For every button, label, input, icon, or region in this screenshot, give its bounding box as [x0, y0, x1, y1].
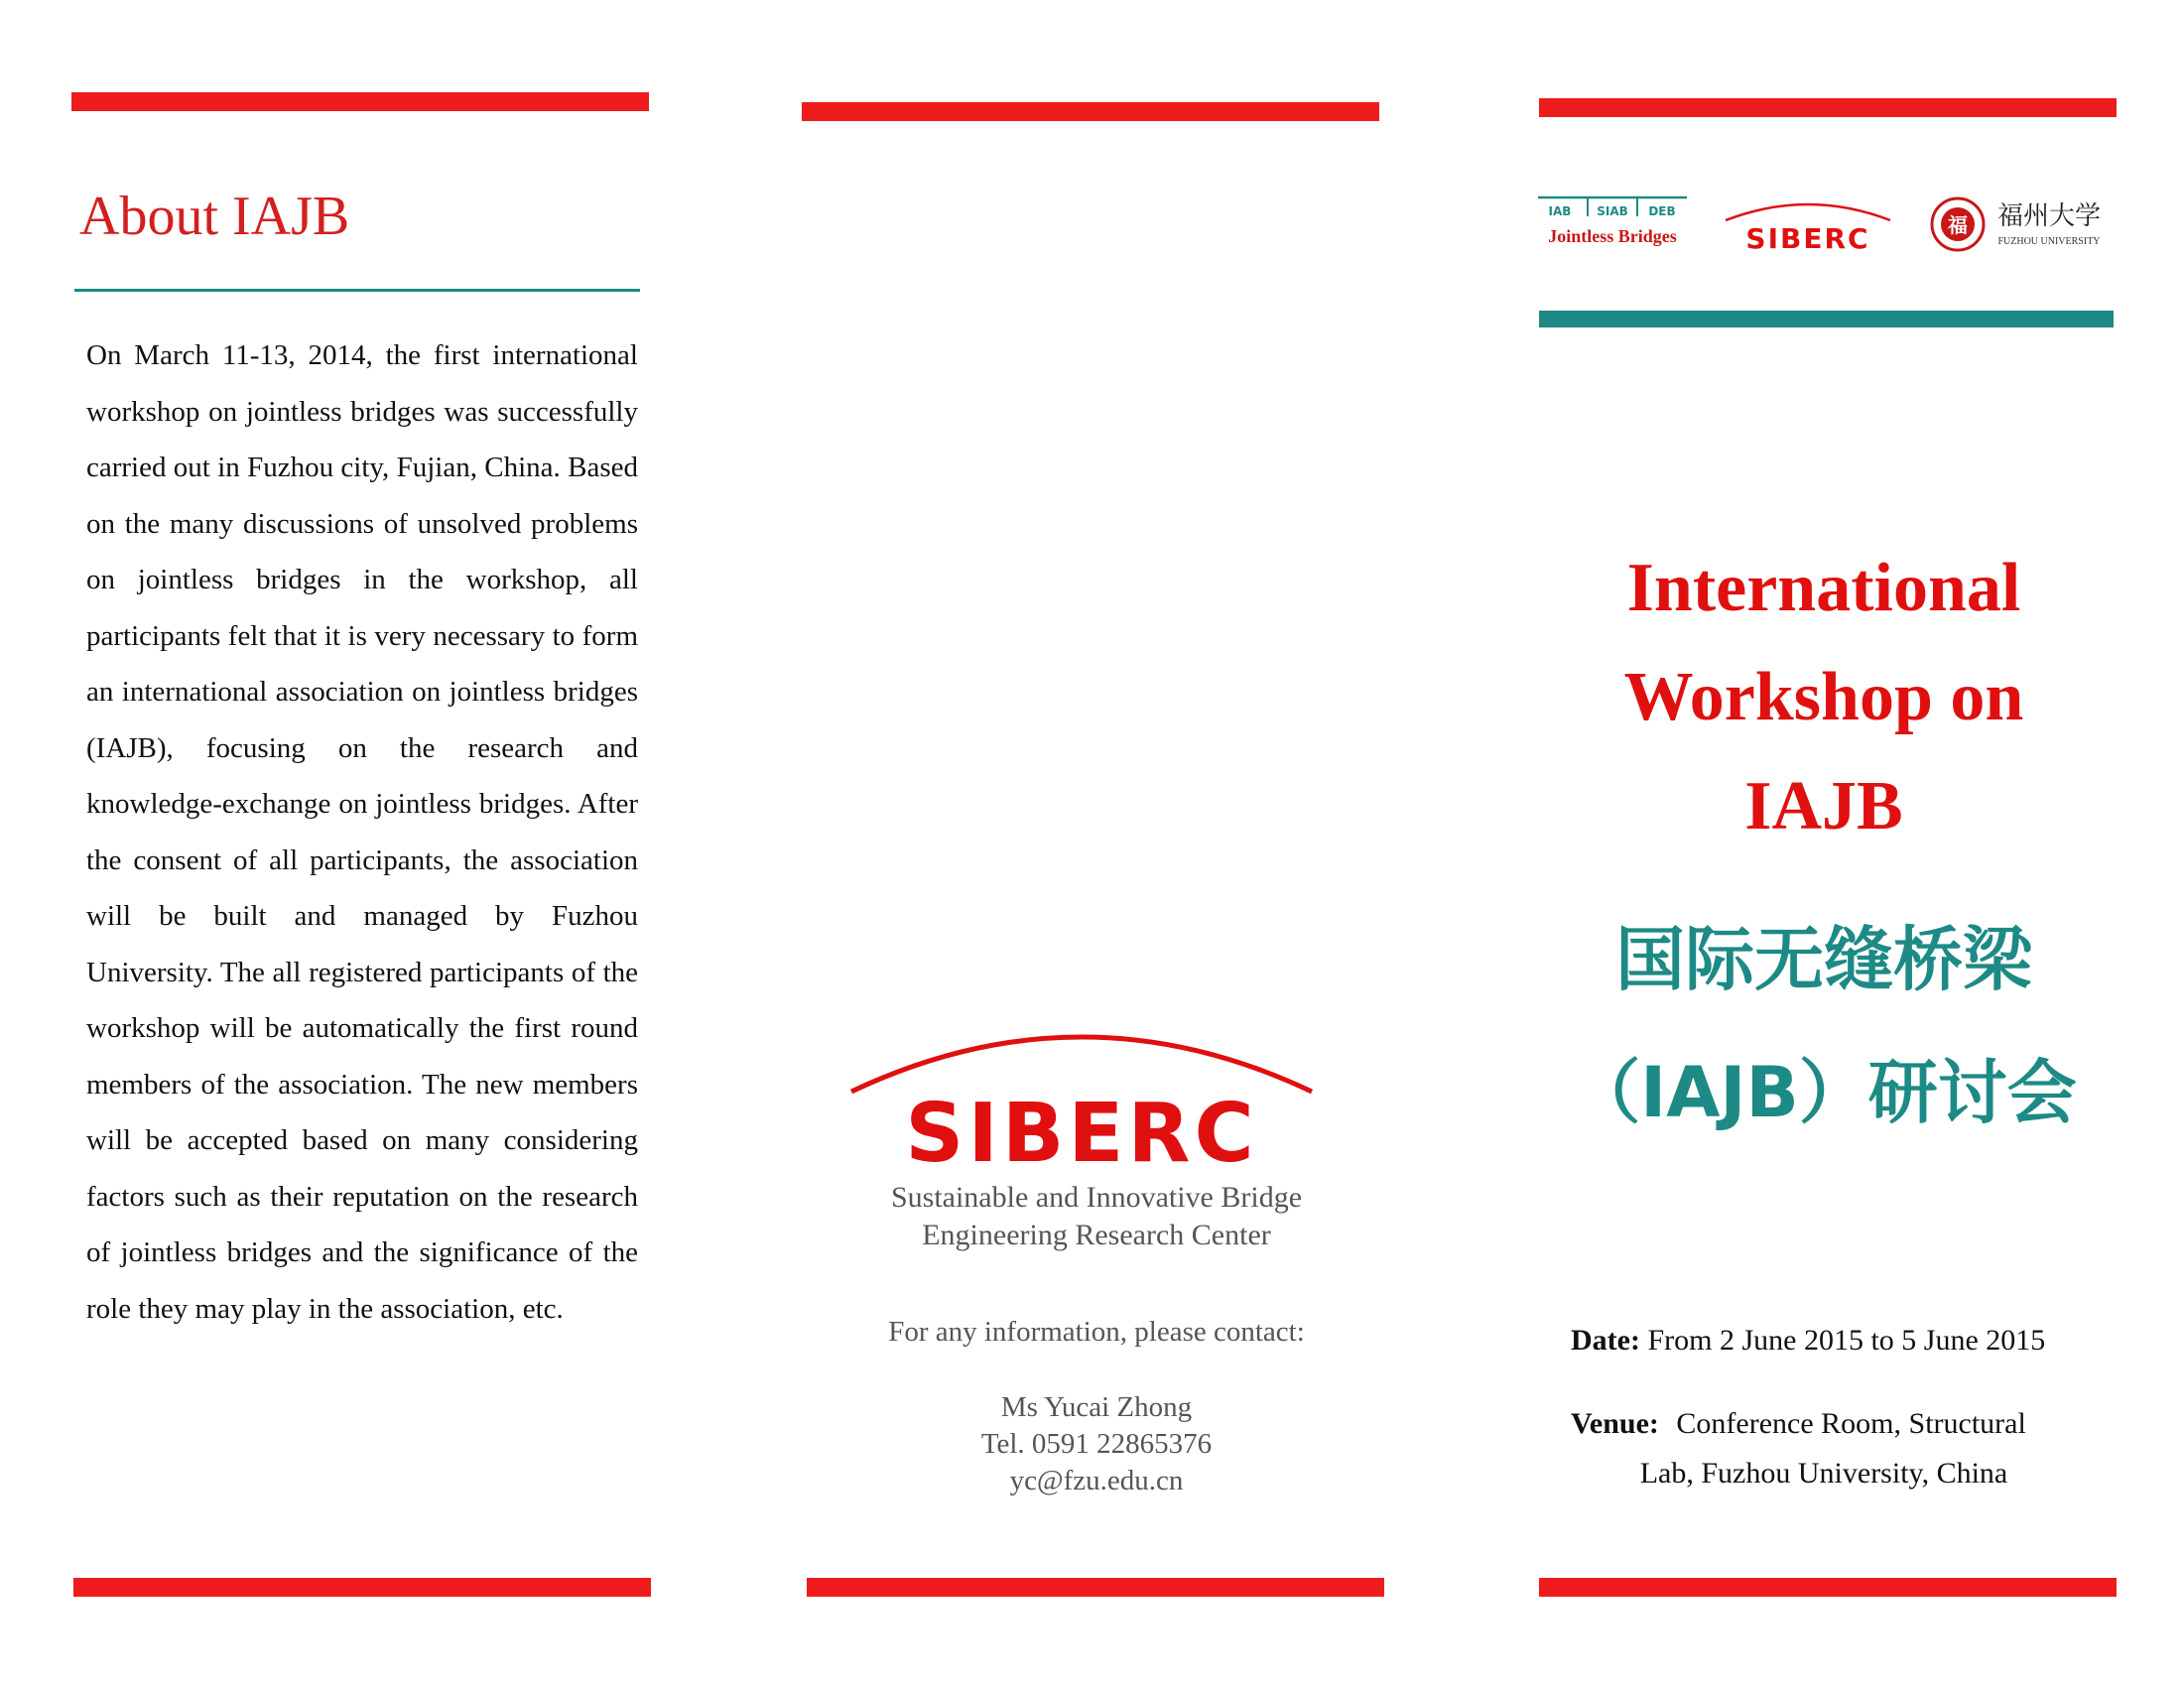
siberc-tagline [812, 1179, 1381, 1254]
date-value: From 2 June 2015 to 5 June 2015 [1647, 1324, 2046, 1357]
siberc-logo-large [843, 1022, 1320, 1171]
middle-bottom-bar [807, 1578, 1384, 1597]
left-top-bar [71, 92, 649, 111]
fuzhou-university-logo [1930, 193, 2119, 256]
right-top-bar [1539, 98, 2117, 117]
cn-title-line-2: （IAJB）研讨会 [1571, 1052, 2077, 1133]
about-heading: About IAJB [79, 186, 350, 247]
fzu-cn-name: 福州大学 [1996, 201, 2102, 231]
jb-label-iab: IAB [1548, 204, 1572, 218]
jb-name: Jointless Bridges [1548, 226, 1677, 246]
cn-title-line-1: 国际无缝桥梁 [1615, 919, 2032, 1000]
date-label: Date: [1571, 1324, 1640, 1357]
siberc-arc-graphic [843, 1022, 1320, 1171]
about-divider [74, 289, 640, 292]
right-bottom-bar [1539, 1578, 2117, 1597]
title-line-3: IAJB [1744, 768, 1903, 844]
left-bottom-bar [73, 1578, 651, 1597]
fzu-en-name: FUZHOU UNIVERSITY [1997, 236, 2101, 247]
title-line-2: Workshop on [1623, 659, 2024, 735]
venue-value-line-1: Conference Room, Structural [1676, 1407, 2026, 1440]
fzu-seal-char: 福 [1948, 213, 1968, 237]
siberc-logo-small [1722, 195, 1895, 254]
tagline-line-1: Sustainable and Innovative Bridge [890, 1181, 1303, 1214]
right-teal-bar [1539, 311, 2114, 327]
jb-label-siab: SIAB [1597, 204, 1628, 218]
date-row [1571, 1324, 2107, 1358]
siberc-logo-text: SIBERC [905, 1087, 1258, 1171]
middle-top-bar [802, 102, 1379, 121]
contact-lead: For any information, please contact: [888, 1316, 1305, 1348]
contact-name: Ms Yucai Zhong [1000, 1391, 1193, 1423]
jb-label-deb: DEB [1648, 204, 1676, 218]
title-line-1: International [1626, 550, 2021, 626]
contact-block [812, 1389, 1381, 1499]
contact-email[interactable]: yc@fzu.edu.cn [1009, 1465, 1184, 1496]
venue-value-line-2: Lab, Fuzhou University, China [1639, 1457, 2008, 1490]
venue-row [1571, 1407, 2107, 1441]
jointless-bridges-logo [1538, 195, 1687, 254]
about-body-text: On March 11-13, 2014, the first international workshop on jointless bridges was successfully carried out in Fuzhou city, Fujian, China. Based on the many discussions of unsolved problems on jointless bridges in the workshop, all participants felt that it is very necessary to form an international association on jointless bridges (IAJB), focusing on the research and knowledge-exchange on jointless bridges. After the consent of all participants, the association will be built and managed by Fuzhou University. The all registered participants of the workshop will be automatically the first round members of the association. The new members will be accepted based on many considering factors such as their reputation on the research of jointless bridges and the significance of the role they may play in the association, etc. [86, 339, 638, 1325]
siberc-small-text: SIBERC [1745, 222, 1870, 254]
contact-tel: Tel. 0591 22865376 [980, 1428, 1213, 1460]
tagline-line-2: Engineering Research Center [922, 1219, 1271, 1251]
venue-label: Venue: [1571, 1407, 1659, 1440]
venue-row-2 [1541, 1457, 2107, 1491]
